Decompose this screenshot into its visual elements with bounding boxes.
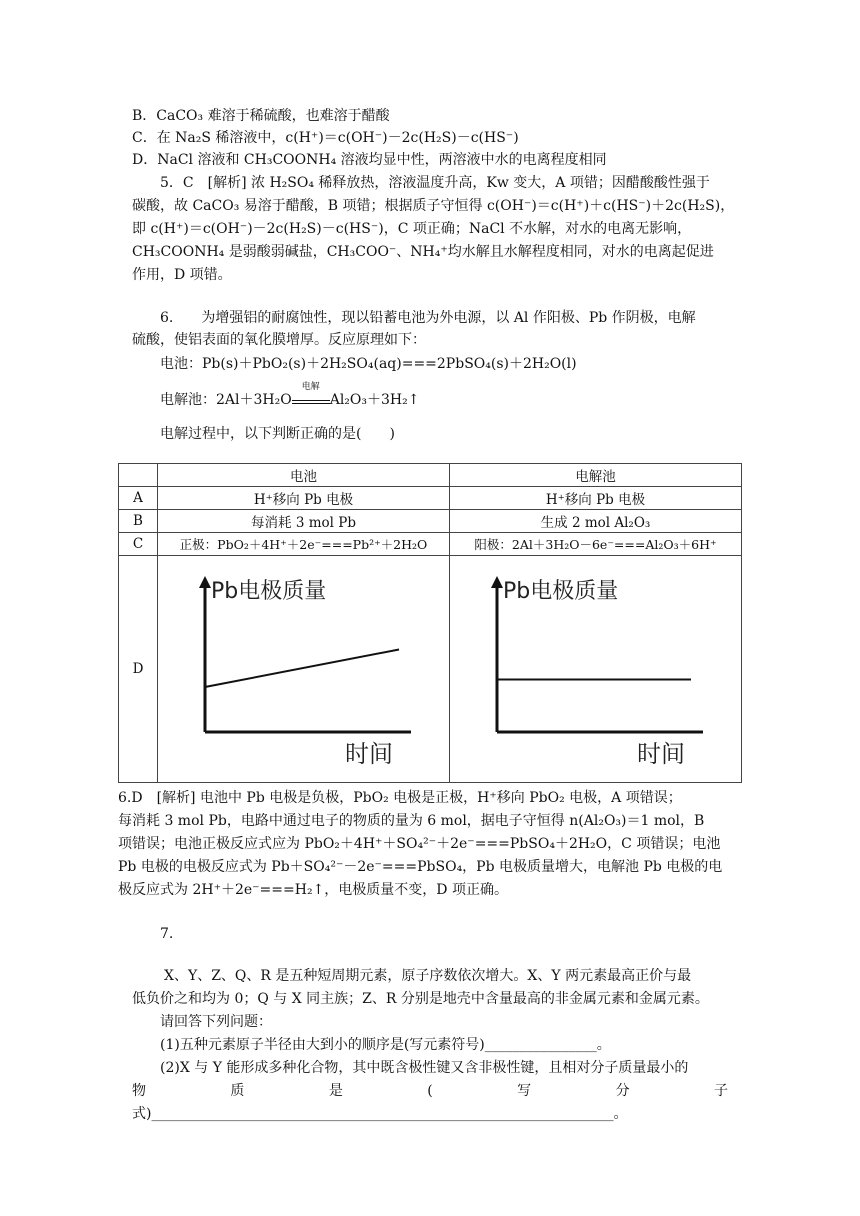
x-axis-label: 时间 [636,740,685,768]
cell-equation-left: 电解池：2Al＋3H₂O [160,392,292,408]
option-label: A [119,487,158,510]
option-label: D [119,556,158,783]
q6-analysis-line: 项错误；电池正极反应式应为 PbO₂＋4H⁺＋SO₄²⁻＋2e⁻===PbSO₄＋2H₂O，C 项错误；电池 [118,836,721,852]
q7-subquestion-2-blank: 式)__________________________________________________________________。 [132,1106,628,1122]
q4-option-b: B．CaCO₃ 难溶于稀硫酸，也难溶于醋酸 [132,108,390,124]
table-cell: 每消耗 3 mol Pb [158,510,450,533]
option-label: B [119,510,158,533]
table-header-cell: 电池 [158,464,450,487]
electrolysis-condition: 电解 [301,382,320,392]
q5-analysis-line: 5．C [解析] 浓 H₂SO₄ 稀释放热，溶液温度升高，Kw 变大，A 项错；因醋酸酸性强于 [160,175,710,191]
q7-stem: X、Y、Z、Q、R 是五种短周期元素，原子序数依次增大。X、Y 两元素最高正价与最 [164,968,692,984]
table-row [119,487,742,510]
q7-subquestion-1: (1)五种元素原子半径由大到小的顺序是(写元素符号)________________。 [160,1037,611,1053]
table-header-row [119,464,742,487]
table-row [119,510,742,533]
q4-option-c: C．在 Na₂S 稀溶液中，c(H⁺)＝c(OH⁻)－2c(H₂S)－c(HS⁻) [132,130,519,146]
chart-cell [158,556,450,783]
q6-cell-equation [160,382,732,410]
table-row [119,533,742,556]
q6-analysis-line: 极反应式为 2H⁺＋2e⁻===H₂↑，电极质量不变，D 项正确。 [118,882,508,898]
q4-option-d: D．NaCl 溶液和 CH₃COONH₄ 溶液均显中性，两溶液中水的电离程度相同 [132,152,607,168]
q7-subquestion-2-spread: 物 质 是 ( 写 分 子 [132,1083,728,1099]
x-axis-label: 时间 [344,740,393,768]
chart-cell [450,556,742,783]
electrolysis-arrow [292,382,330,404]
table-cell: 阳极：2Al＋3H₂O－6e⁻===Al₂O₃＋6H⁺ [450,533,742,556]
q7-number: 7. [160,926,174,942]
q6-analysis-line: 每消耗 3 mol Pb，电路中通过电子的物质的量为 6 mol，据电子守恒得 n(Al₂O₃)＝1 mol，B [118,813,705,829]
table-cell: H⁺移向 Pb 电极 [158,487,450,510]
q6-stem: 硫酸，使铝表面的氧化膜增厚。反应原理如下： [132,332,426,348]
q7-stem: 低负价之和均为 0；Q 与 X 同主族；Z、R 分别是地壳中含量最高的非金属元素和金属元素。 [132,991,709,1007]
cell-equation-right: Al₂O₃＋3H₂↑ [329,392,420,408]
q5-analysis-line: 即 c(H⁺)＝c(OH⁻)－2c(H₂S)－c(HS⁻)，C 项正确；NaCl 不水解，对水的电离无影响， [132,221,692,237]
q6-analysis-line: 6.D [解析] 电池中 Pb 电极是负极，PbO₂ 电极是正极，H⁺移向 PbO₂ 电极，A 项错误； [118,790,682,806]
y-axis-label: Pb电极质量 [502,579,618,604]
q6-stem: 6. 为增强铝的耐腐蚀性，现以铅蓄电池为外电源，以 Al 作阳极、Pb 作阴极，电解 [160,310,696,326]
q7-prompt: 请回答下列问题： [160,1014,272,1030]
table-cell: H⁺移向 Pb 电极 [450,487,742,510]
q5-analysis-line: 碳酸，故 CaCO₃ 易溶于醋酸，B 项错；根据质子守恒得 c(OH⁻)＝c(H⁺)＋c(HS⁻)＋2c(H₂S)， [132,198,735,214]
table-header-cell [119,464,158,487]
table-cell: 生成 2 mol Al₂O₃ [450,510,742,533]
q6-options-table [118,463,742,783]
table-cell: 正极：PbO₂＋4H⁺＋2e⁻===Pb²⁺＋2H₂O [158,533,450,556]
q7-subquestion-2: (2)X 与 Y 能形成多种化合物，其中既含极性键又含非极性键，且相对分子质量最小的 [160,1060,689,1076]
y-axis-label: Pb电极质量 [210,579,326,604]
y-axis-arrow-icon [199,576,211,588]
option-label: C [119,533,158,556]
q6-analysis-line: Pb 电极的电极反应式为 Pb＋SO₄²⁻－2e⁻===PbSO₄，Pb 电极质量增大，电解池 Pb 电极的电 [118,859,723,875]
q5-analysis-line: CH₃COONH₄ 是弱酸弱碱盐，CH₃COO⁻、NH₄⁺均水解且水解程度相同，对水的电离起促进 [132,244,714,260]
table-header-cell: 电解池 [450,464,742,487]
q6-battery-equation: 电池：Pb(s)＋PbO₂(s)＋2H₂SO₄(aq)===2PbSO₄(s)＋2H₂O(l) [160,356,577,372]
table-row [119,556,742,783]
mass-series-line [205,650,399,688]
q6-question: 电解过程中，以下判断正确的是( ) [160,426,395,442]
y-axis-arrow-icon [491,576,503,588]
q5-analysis-line: 作用，D 项错。 [132,267,232,283]
pb-mass-chart-electrolysis [451,556,741,778]
pb-mass-chart-battery [159,556,449,778]
